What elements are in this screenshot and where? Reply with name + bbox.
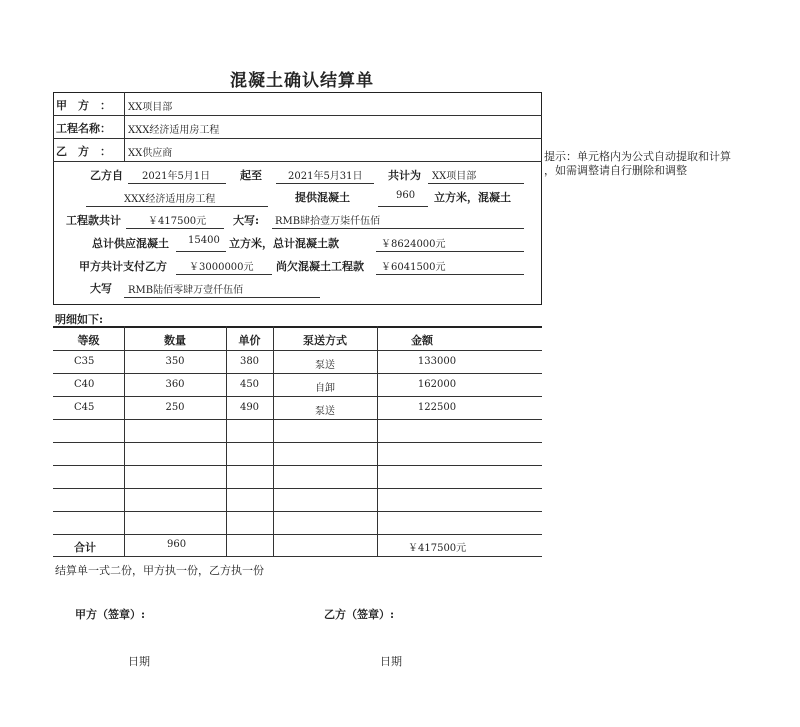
row-line (53, 511, 542, 512)
table-cell: C35 (74, 356, 95, 367)
total-supply-label: 总计供应混凝土 (92, 237, 169, 250)
capital2-label: 大写 (90, 282, 112, 295)
end-date: 2021年5月31日 (288, 171, 363, 182)
underline (376, 274, 524, 275)
party-a-label: 甲 方 ： (56, 99, 111, 112)
table-cell: 162000 (417, 379, 457, 390)
row-line (53, 396, 542, 397)
project-name-label: 工程名称： (56, 122, 111, 135)
header-quantity: 数量 (164, 334, 186, 347)
header-pump-method: 泵送方式 (303, 334, 347, 347)
supply-unit: 立方米，混凝土 (434, 191, 511, 204)
underline (272, 228, 524, 229)
total-label: 合计 (74, 541, 96, 554)
divider (124, 92, 125, 161)
underline (128, 183, 226, 184)
total-quantity: 960 (167, 539, 187, 550)
divider (53, 161, 542, 162)
detail-label: 明细如下: (55, 313, 104, 326)
underline (376, 251, 524, 252)
row-line (53, 419, 542, 420)
owed-value: ￥6041500元 (381, 262, 446, 273)
underline (126, 228, 224, 229)
table-cell: 250 (165, 402, 185, 413)
table-cell: 360 (165, 379, 185, 390)
table-header-border (53, 350, 542, 351)
header-unit-price: 单价 (238, 334, 261, 347)
paid-label: 甲方共计支付乙方 (79, 260, 167, 273)
document-title: 混凝土确认结算单 (230, 71, 374, 91)
row-line (53, 373, 542, 374)
total-amount-value: ￥417500元 (148, 216, 207, 227)
supply-qty: 960 (396, 190, 416, 201)
table-bottom-border (53, 556, 542, 557)
underline (428, 183, 524, 184)
supply-label: 提供混凝土 (295, 191, 350, 204)
divider (53, 138, 542, 139)
table-top-border (53, 326, 542, 328)
to-label: 起至 (240, 169, 262, 182)
tip-line-2: ，如需调整请自行删除和调整 (544, 164, 687, 177)
table-cell: 122500 (417, 402, 457, 413)
row-line (53, 488, 542, 489)
table-cell: C40 (74, 379, 95, 390)
underline (176, 274, 272, 275)
party-a-date-label: 日期 (128, 655, 150, 668)
table-cell: 自卸 (315, 383, 335, 394)
header-amount: 金额 (411, 334, 433, 347)
total-for-label: 共计为 (388, 169, 421, 182)
tip-line-1: 提示：单元格内为公式自动提取和计算 (544, 150, 731, 163)
capital-value: RMB肆拾壹万柒仟伍佰 (275, 216, 381, 227)
owed-label: 尚欠混凝土工程款 (276, 260, 364, 273)
capital-label: 大写: (233, 214, 260, 227)
capital2-value: RMB陆佰零肆万壹仟伍佰 (128, 285, 244, 296)
from-label: 乙方自 (90, 169, 123, 182)
party-a-signature-label: 甲方（签章）: (75, 608, 146, 621)
total-for-value: XX项目部 (432, 171, 477, 182)
underline (176, 251, 226, 252)
table-cell: 490 (239, 402, 260, 413)
row-line (53, 442, 542, 443)
table-cell: 380 (239, 356, 260, 367)
summary-project-value: XXX经济适用房工程 (124, 194, 216, 205)
underline (124, 297, 320, 298)
party-b-label: 乙 方 ： (56, 145, 111, 158)
project-name-value: XXX经济适用房工程 (128, 125, 220, 136)
copies-note: 结算单一式二份，甲方执一份，乙方执一份 (55, 564, 264, 577)
table-cell: 450 (239, 379, 260, 390)
table-cell: 133000 (417, 356, 457, 367)
table-cell: 泵送 (315, 360, 335, 371)
underline (276, 183, 374, 184)
total-concrete-value: ￥8624000元 (381, 239, 446, 250)
total-supply-unit: 立方米，总计混凝土款 (229, 237, 339, 250)
total-amount-label: 工程款共计 (66, 214, 121, 227)
party-b-date-label: 日期 (380, 655, 402, 668)
paid-value: ￥3000000元 (189, 262, 254, 273)
table-cell: 350 (165, 356, 185, 367)
header-grade: 等级 (77, 334, 100, 347)
underline (378, 206, 428, 207)
underline (86, 206, 268, 207)
row-line (53, 534, 542, 535)
party-b-signature-label: 乙方（签章）: (324, 608, 395, 621)
start-date: 2021年5月1日 (142, 171, 211, 182)
divider (53, 115, 542, 116)
table-cell: 泵送 (315, 406, 335, 417)
total-amount: ￥417500元 (408, 543, 467, 554)
party-b-value: XX供应商 (128, 148, 173, 159)
table-cell: C45 (74, 402, 95, 413)
party-a-value: XX项目部 (128, 102, 173, 113)
row-line (53, 465, 542, 466)
total-supply-value: 15400 (188, 235, 220, 246)
